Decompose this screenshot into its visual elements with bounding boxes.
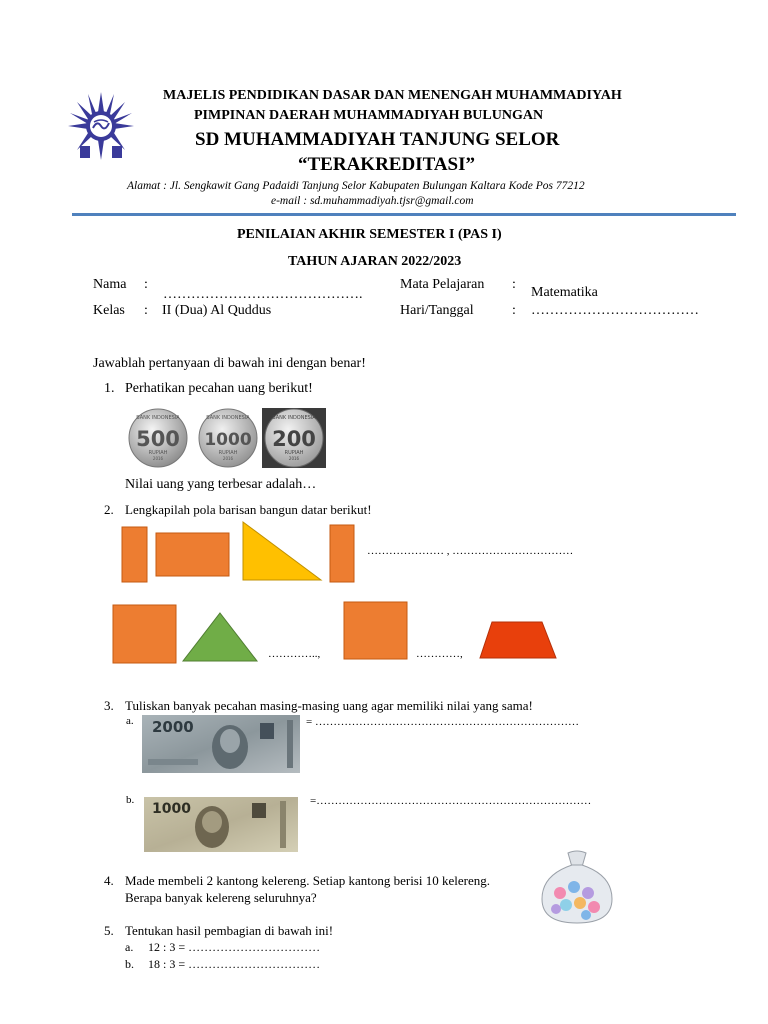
banknote-1000: [144, 797, 298, 852]
date-colon: :: [512, 303, 516, 318]
instruction: Jawablah pertanyaan di bawah ini dengan benar!: [93, 356, 366, 371]
exam-title: PENILAIAN AKHIR SEMESTER I (PAS I): [237, 227, 502, 242]
q2-text: Lengkapilah pola barisan bangun datar berikut!: [125, 502, 372, 517]
date-field[interactable]: ………………………………: [531, 303, 699, 318]
q2-answer-blank-3[interactable]: …………,: [416, 648, 463, 660]
q3-a-label: a.: [126, 715, 134, 727]
coin-1000: [196, 408, 260, 468]
muhammadiyah-logo-icon: [66, 90, 136, 162]
school-address: Alamat : Jl. Sengkawit Gang Padaidi Tanjung Selor Kabupaten Bulungan Kaltara Kode Pos 77212: [127, 180, 585, 192]
q3-number: 3.: [104, 698, 114, 713]
marble-bag-icon: [538, 849, 616, 925]
name-label: Nama: [93, 277, 127, 292]
q5-text: Tentukan hasil pembagian di bawah ini!: [125, 923, 334, 938]
header-line2: PIMPINAN DAERAH MUHAMMADIYAH BULUNGAN: [194, 108, 544, 123]
coin-500-unit: RUPIAH: [148, 450, 168, 456]
coin-200-bank: BANK INDONESIA: [272, 415, 316, 421]
shape-rectangle-wide: [155, 532, 231, 578]
q4-line1: Made membeli 2 kantong kelereng. Setiap kantong berisi 10 kelereng.: [125, 873, 490, 888]
q4-number: 4.: [104, 873, 114, 888]
coin-500-value: 500: [136, 427, 180, 451]
banknote-2000: [142, 715, 300, 773]
coin-200-year: 2016: [288, 456, 300, 461]
shape-rectangle-tall-2: [329, 524, 356, 584]
q1-question: Nilai uang yang terbesar adalah…: [125, 477, 317, 492]
q3-text: Tuliskan banyak pecahan masing-masing uang agar memiliki nilai yang sama!: [125, 698, 533, 713]
subject-value: Matematika: [531, 285, 598, 300]
coin-500-bank: BANK INDONESIA: [136, 415, 180, 421]
coin-1000-unit: RUPIAH: [218, 450, 238, 456]
q3-a-answer[interactable]: = ………………………………………………………………: [306, 716, 579, 728]
shape-square-2: [343, 601, 409, 661]
banknote-2000-value: 2000: [152, 718, 194, 736]
date-label: Hari/Tanggal: [400, 303, 474, 318]
q2-number: 2.: [104, 502, 114, 517]
subject-colon: :: [512, 277, 516, 292]
shape-rectangle-tall: [121, 526, 149, 584]
coin-1000-value: 1000: [204, 430, 252, 450]
q1-number: 1.: [104, 381, 115, 396]
shape-right-triangle: [241, 520, 323, 582]
q5-number: 5.: [104, 923, 114, 938]
q5-a-label: a.: [125, 940, 134, 954]
name-field[interactable]: …………………………………….: [163, 287, 363, 302]
q1-text: Perhatikan pecahan uang berikut!: [125, 381, 313, 396]
q3-b-answer[interactable]: =…………………………………………………………………: [310, 795, 592, 807]
school-name: SD MUHAMMADIYAH TANJUNG SELOR: [195, 129, 560, 150]
shape-square: [112, 604, 178, 665]
coin-500-year: 2016: [152, 456, 164, 461]
q2-answer-blank-2[interactable]: …………..,: [268, 648, 321, 660]
shape-trapezoid: [478, 620, 558, 660]
class-colon: :: [144, 303, 148, 318]
coin-200-value: 200: [272, 427, 316, 451]
banknote-1000-value: 1000: [152, 801, 191, 817]
coin-1000-year: 2016: [222, 456, 234, 461]
shape-triangle: [181, 611, 259, 663]
q4-line2: Berapa banyak kelereng seluruhnya?: [125, 890, 317, 905]
exam-year: TAHUN AJARAN 2022/2023: [288, 254, 462, 269]
q5-b-text[interactable]: 18 : 3 = ……………………………: [148, 957, 321, 971]
q5-a-text[interactable]: 12 : 3 = ……………………………: [148, 940, 321, 954]
coin-200: [262, 408, 326, 468]
accreditation: “TERAKREDITASI”: [298, 154, 476, 175]
school-email: e-mail : sd.muhammadiyah.tjsr@gmail.com: [271, 195, 474, 207]
header-line1: MAJELIS PENDIDIKAN DASAR DAN MENENGAH MUHAMMADIYAH: [163, 88, 622, 103]
class-label: Kelas: [93, 303, 125, 318]
class-value: II (Dua) Al Quddus: [162, 303, 272, 318]
q3-b-label: b.: [126, 794, 135, 806]
coin-500: [126, 408, 190, 468]
name-colon: :: [144, 277, 148, 292]
coin-200-unit: RUPIAH: [284, 450, 304, 456]
subject-label: Mata Pelajaran: [400, 277, 485, 292]
coin-1000-bank: BANK INDONESIA: [206, 415, 250, 421]
header-divider: [72, 213, 736, 216]
q5-b-label: b.: [125, 957, 134, 971]
q2-answer-blank-1[interactable]: ………………… , ……………………………: [367, 545, 574, 557]
